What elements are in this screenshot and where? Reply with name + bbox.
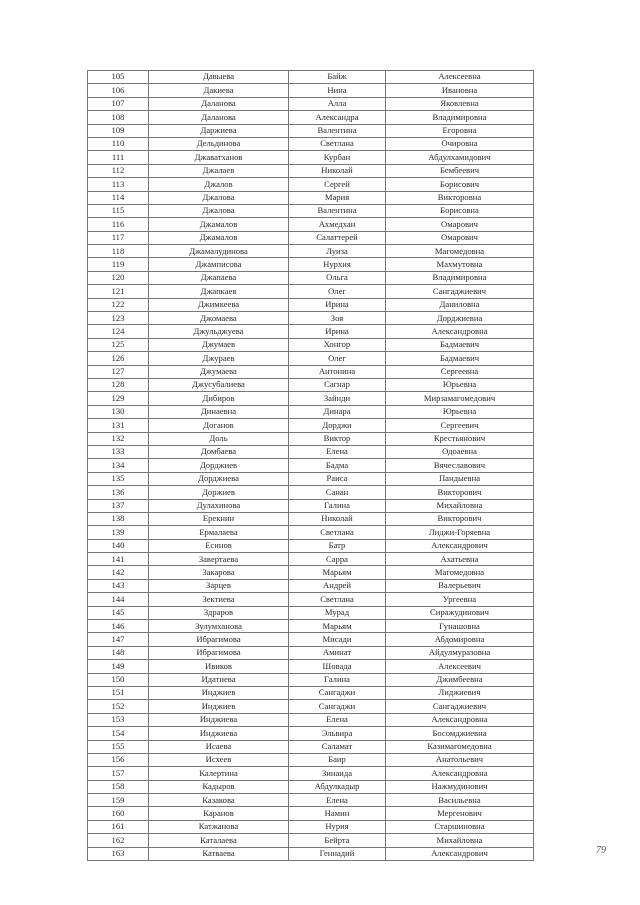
table-row [88, 566, 534, 579]
table-row [88, 459, 534, 472]
row-number-cell: 133 [88, 445, 149, 458]
patronymic-cell: Лиджиевич [386, 686, 534, 699]
patronymic-cell: Магомедовна [386, 566, 534, 579]
surname-cell: Джаватханов [149, 151, 289, 164]
patronymic-cell: Бембеевич [386, 164, 534, 177]
row-number-cell: 157 [88, 767, 149, 780]
first-name-cell: Мисади [289, 633, 386, 646]
first-name-cell: Сангаджи [289, 686, 386, 699]
table-row [88, 445, 534, 458]
surname-cell: Зектиева [149, 593, 289, 606]
table-row [88, 71, 534, 84]
patronymic-cell: Владимировна [386, 271, 534, 284]
patronymic-cell: Михайловна [386, 834, 534, 847]
first-name-cell: Ирина [289, 298, 386, 311]
first-name-cell: Антонина [289, 365, 386, 378]
surname-cell: Джапкаев [149, 285, 289, 298]
first-name-cell: Бейрта [289, 834, 386, 847]
first-name-cell: Курбан [289, 151, 386, 164]
patronymic-cell: Босомджиевна [386, 727, 534, 740]
table-row [88, 378, 534, 391]
row-number-cell: 148 [88, 646, 149, 659]
patronymic-cell: Махмутовна [386, 258, 534, 271]
table-row [88, 660, 534, 673]
surname-cell: Джумаев [149, 338, 289, 351]
table-row [88, 526, 534, 539]
first-name-cell: Галина [289, 673, 386, 686]
first-name-cell: Бадма [289, 459, 386, 472]
row-number-cell: 143 [88, 579, 149, 592]
table-row [88, 338, 534, 351]
table-row [88, 204, 534, 217]
first-name-cell: Луиза [289, 245, 386, 258]
table-row [88, 178, 534, 191]
table-row [88, 84, 534, 97]
surname-cell: Зулумханова [149, 620, 289, 633]
row-number-cell: 161 [88, 820, 149, 833]
surname-cell: Джимкеева [149, 298, 289, 311]
first-name-cell: Николай [289, 512, 386, 525]
row-number-cell: 156 [88, 753, 149, 766]
patronymic-cell: Владимировна [386, 111, 534, 124]
surname-cell: Даланова [149, 111, 289, 124]
table-row [88, 231, 534, 244]
row-number-cell: 115 [88, 204, 149, 217]
patronymic-cell: Викторович [386, 512, 534, 525]
first-name-cell: Светлана [289, 137, 386, 150]
row-number-cell: 132 [88, 432, 149, 445]
surname-cell: Дорджиев [149, 459, 289, 472]
surname-cell: Доржиев [149, 486, 289, 499]
surname-cell: Здраров [149, 606, 289, 619]
surname-cell: Джульджуева [149, 325, 289, 338]
first-name-cell: Зоя [289, 312, 386, 325]
table-row [88, 258, 534, 271]
surname-cell: Джапаева [149, 271, 289, 284]
table-row [88, 499, 534, 512]
first-name-cell: Олег [289, 285, 386, 298]
row-number-cell: 123 [88, 312, 149, 325]
row-number-cell: 116 [88, 218, 149, 231]
table-row [88, 686, 534, 699]
row-number-cell: 141 [88, 553, 149, 566]
row-number-cell: 113 [88, 178, 149, 191]
table-row [88, 553, 534, 566]
first-name-cell: Байж [289, 71, 386, 84]
table-row [88, 807, 534, 820]
patronymic-cell: Старшиновна [386, 820, 534, 833]
row-number-cell: 153 [88, 713, 149, 726]
surname-cell: Закарова [149, 566, 289, 579]
patronymic-cell: Борисовна [386, 204, 534, 217]
first-name-cell: Светлана [289, 593, 386, 606]
table-row [88, 191, 534, 204]
first-name-cell: Галина [289, 499, 386, 512]
first-name-cell: Баир [289, 753, 386, 766]
first-name-cell: Марьям [289, 620, 386, 633]
surname-cell: Даланова [149, 97, 289, 110]
surname-cell: Исаева [149, 740, 289, 753]
patronymic-cell: Сиражудинович [386, 606, 534, 619]
surname-cell: Джураев [149, 352, 289, 365]
surname-cell: Идатиева [149, 673, 289, 686]
first-name-cell: Аминат [289, 646, 386, 659]
row-number-cell: 127 [88, 365, 149, 378]
names-table [87, 70, 534, 861]
patronymic-cell: Магомедовна [386, 245, 534, 258]
table-row [88, 539, 534, 552]
first-name-cell: Сагнар [289, 378, 386, 391]
patronymic-cell: Ахатьевна [386, 553, 534, 566]
row-number-cell: 120 [88, 271, 149, 284]
patronymic-cell: Сангаджиевич [386, 285, 534, 298]
surname-cell: Динаевна [149, 405, 289, 418]
row-number-cell: 111 [88, 151, 149, 164]
patronymic-cell: Юрьевна [386, 378, 534, 391]
patronymic-cell: Гунашовна [386, 620, 534, 633]
first-name-cell: Динара [289, 405, 386, 418]
patronymic-cell: Абдомировна [386, 633, 534, 646]
first-name-cell: Марьям [289, 566, 386, 579]
row-number-cell: 119 [88, 258, 149, 271]
row-number-cell: 114 [88, 191, 149, 204]
table-row [88, 780, 534, 793]
patronymic-cell: Алексеевич [386, 660, 534, 673]
patronymic-cell: Бадмаевич [386, 352, 534, 365]
first-name-cell: Валентина [289, 124, 386, 137]
table-row [88, 419, 534, 432]
table-row [88, 151, 534, 164]
row-number-cell: 112 [88, 164, 149, 177]
patronymic-cell: Александрович [386, 847, 534, 860]
patronymic-cell: Сергеевна [386, 365, 534, 378]
row-number-cell: 106 [88, 84, 149, 97]
surname-cell: Давыева [149, 71, 289, 84]
table-row [88, 312, 534, 325]
surname-cell: Каталаева [149, 834, 289, 847]
surname-cell: Доль [149, 432, 289, 445]
table-row [88, 820, 534, 833]
first-name-cell: Нина [289, 84, 386, 97]
first-name-cell: Эльвира [289, 727, 386, 740]
table-row [88, 700, 534, 713]
surname-cell: Есинов [149, 539, 289, 552]
row-number-cell: 126 [88, 352, 149, 365]
row-number-cell: 144 [88, 593, 149, 606]
surname-cell: Ибрагимова [149, 633, 289, 646]
first-name-cell: Батр [289, 539, 386, 552]
patronymic-cell: Михайловна [386, 499, 534, 512]
surname-cell: Ивиков [149, 660, 289, 673]
row-number-cell: 136 [88, 486, 149, 499]
first-name-cell: Хонгор [289, 338, 386, 351]
surname-cell: Джалова [149, 191, 289, 204]
patronymic-cell: Александровна [386, 325, 534, 338]
surname-cell: Джалова [149, 204, 289, 217]
patronymic-cell: Юрьевна [386, 405, 534, 418]
surname-cell: Зарцев [149, 579, 289, 592]
patronymic-cell: Анатольевич [386, 753, 534, 766]
patronymic-cell: Нажмудинович [386, 780, 534, 793]
row-number-cell: 149 [88, 660, 149, 673]
table-row [88, 713, 534, 726]
surname-cell: Инджиева [149, 727, 289, 740]
first-name-cell: Зинаида [289, 767, 386, 780]
row-number-cell: 110 [88, 137, 149, 150]
first-name-cell: Абдулкадыр [289, 780, 386, 793]
patronymic-cell: Яковлевна [386, 97, 534, 110]
first-name-cell: Светлана [289, 526, 386, 539]
table-row [88, 111, 534, 124]
surname-cell: Калертина [149, 767, 289, 780]
table-row [88, 164, 534, 177]
table-row [88, 620, 534, 633]
surname-cell: Джамалов [149, 218, 289, 231]
surname-cell: Кадыров [149, 780, 289, 793]
first-name-cell: Шовада [289, 660, 386, 673]
table-row [88, 740, 534, 753]
patronymic-cell: Викторович [386, 486, 534, 499]
first-name-cell: Николай [289, 164, 386, 177]
row-number-cell: 146 [88, 620, 149, 633]
row-number-cell: 150 [88, 673, 149, 686]
patronymic-cell: Мирзамагомедович [386, 392, 534, 405]
row-number-cell: 124 [88, 325, 149, 338]
surname-cell: Ибрагимова [149, 646, 289, 659]
row-number-cell: 138 [88, 512, 149, 525]
row-number-cell: 159 [88, 794, 149, 807]
first-name-cell: Зайнди [289, 392, 386, 405]
row-number-cell: 151 [88, 686, 149, 699]
first-name-cell: Елена [289, 713, 386, 726]
first-name-cell: Намин [289, 807, 386, 820]
surname-cell: Ерекнин [149, 512, 289, 525]
patronymic-cell: Викторовна [386, 191, 534, 204]
patronymic-cell: Валерьевич [386, 579, 534, 592]
table-row [88, 673, 534, 686]
first-name-cell: Андрей [289, 579, 386, 592]
table-row [88, 352, 534, 365]
patronymic-cell: Омарович [386, 218, 534, 231]
first-name-cell: Александра [289, 111, 386, 124]
table-row [88, 97, 534, 110]
table-row [88, 405, 534, 418]
patronymic-cell: Казимагомедовна [386, 740, 534, 753]
patronymic-cell: Васильевна [386, 794, 534, 807]
patronymic-cell: Алексеевна [386, 71, 534, 84]
table-row [88, 593, 534, 606]
patronymic-cell: Одоаевна [386, 445, 534, 458]
row-number-cell: 107 [88, 97, 149, 110]
table-row [88, 218, 534, 231]
row-number-cell: 160 [88, 807, 149, 820]
surname-cell: Казакова [149, 794, 289, 807]
table-row [88, 486, 534, 499]
table-row [88, 646, 534, 659]
table-row [88, 606, 534, 619]
surname-cell: Джалаев [149, 164, 289, 177]
patronymic-cell: Егоровна [386, 124, 534, 137]
table-row [88, 137, 534, 150]
first-name-cell: Олег [289, 352, 386, 365]
row-number-cell: 130 [88, 405, 149, 418]
table-row [88, 271, 534, 284]
surname-cell: Джалов [149, 178, 289, 191]
row-number-cell: 155 [88, 740, 149, 753]
patronymic-cell: Ургеевна [386, 593, 534, 606]
patronymic-cell: Омарович [386, 231, 534, 244]
patronymic-cell: Сангаджиевич [386, 700, 534, 713]
surname-cell: Инджиева [149, 713, 289, 726]
row-number-cell: 137 [88, 499, 149, 512]
table-row [88, 285, 534, 298]
first-name-cell: Дорджи [289, 419, 386, 432]
first-name-cell: Салаттерей [289, 231, 386, 244]
row-number-cell: 145 [88, 606, 149, 619]
table-row [88, 834, 534, 847]
surname-cell: Джумаева [149, 365, 289, 378]
first-name-cell: Сангаджи [289, 700, 386, 713]
first-name-cell: Ольга [289, 271, 386, 284]
patronymic-cell: Очировна [386, 137, 534, 150]
surname-cell: Дельдинова [149, 137, 289, 150]
table-row [88, 579, 534, 592]
row-number-cell: 129 [88, 392, 149, 405]
row-number-cell: 134 [88, 459, 149, 472]
row-number-cell: 147 [88, 633, 149, 646]
surname-cell: Завертаева [149, 553, 289, 566]
table-row [88, 298, 534, 311]
first-name-cell: Алла [289, 97, 386, 110]
table-row [88, 753, 534, 766]
row-number-cell: 162 [88, 834, 149, 847]
row-number-cell: 139 [88, 526, 149, 539]
first-name-cell: Нурхия [289, 258, 386, 271]
table-row [88, 325, 534, 338]
table-row [88, 727, 534, 740]
table-row [88, 794, 534, 807]
first-name-cell: Сарра [289, 553, 386, 566]
page-number: 79 [596, 845, 606, 856]
surname-cell: Дибиров [149, 392, 289, 405]
surname-cell: Джамалудинова [149, 245, 289, 258]
first-name-cell: Нурия [289, 820, 386, 833]
patronymic-cell: Джимбеевна [386, 673, 534, 686]
first-name-cell: Саламат [289, 740, 386, 753]
row-number-cell: 135 [88, 472, 149, 485]
surname-cell: Катжанова [149, 820, 289, 833]
patronymic-cell: Александрович [386, 539, 534, 552]
first-name-cell: Елена [289, 794, 386, 807]
surname-cell: Исхеев [149, 753, 289, 766]
row-number-cell: 121 [88, 285, 149, 298]
first-name-cell: Мария [289, 191, 386, 204]
row-number-cell: 131 [88, 419, 149, 432]
patronymic-cell: Сергеевич [386, 419, 534, 432]
row-number-cell: 128 [88, 378, 149, 391]
surname-cell: Даржиева [149, 124, 289, 137]
patronymic-cell: Борисович [386, 178, 534, 191]
table-row [88, 124, 534, 137]
table-row [88, 392, 534, 405]
patronymic-cell: Александровна [386, 713, 534, 726]
row-number-cell: 154 [88, 727, 149, 740]
surname-cell: Дулахинова [149, 499, 289, 512]
row-number-cell: 118 [88, 245, 149, 258]
row-number-cell: 125 [88, 338, 149, 351]
row-number-cell: 109 [88, 124, 149, 137]
table-row [88, 245, 534, 258]
patronymic-cell: Айдулмуразовна [386, 646, 534, 659]
first-name-cell: Санан [289, 486, 386, 499]
surname-cell: Катваева [149, 847, 289, 860]
patronymic-cell: Пандыевна [386, 472, 534, 485]
first-name-cell: Сергей [289, 178, 386, 191]
surname-cell: Каранов [149, 807, 289, 820]
surname-cell: Инджиев [149, 686, 289, 699]
surname-cell: Ермалаева [149, 526, 289, 539]
row-number-cell: 105 [88, 71, 149, 84]
surname-cell: Дорджиева [149, 472, 289, 485]
patronymic-cell: Даниловна [386, 298, 534, 311]
first-name-cell: Валентина [289, 204, 386, 217]
row-number-cell: 108 [88, 111, 149, 124]
patronymic-cell: Мергенович [386, 807, 534, 820]
first-name-cell: Ирина [289, 325, 386, 338]
surname-cell: Джамписова [149, 258, 289, 271]
row-number-cell: 117 [88, 231, 149, 244]
table-row [88, 512, 534, 525]
patronymic-cell: Бадмаевич [386, 338, 534, 351]
surname-cell: Джомаева [149, 312, 289, 325]
first-name-cell: Виктор [289, 432, 386, 445]
patronymic-cell: Александровна [386, 767, 534, 780]
patronymic-cell: Вячеславович [386, 459, 534, 472]
table-row [88, 472, 534, 485]
row-number-cell: 142 [88, 566, 149, 579]
first-name-cell: Мурад [289, 606, 386, 619]
table-row [88, 365, 534, 378]
patronymic-cell: Крестьянович [386, 432, 534, 445]
patronymic-cell: Абдулхамидович [386, 151, 534, 164]
patronymic-cell: Ивановна [386, 84, 534, 97]
row-number-cell: 140 [88, 539, 149, 552]
row-number-cell: 122 [88, 298, 149, 311]
patronymic-cell: Лиджи-Горяевна [386, 526, 534, 539]
surname-cell: Джамалов [149, 231, 289, 244]
surname-cell: Доганов [149, 419, 289, 432]
row-number-cell: 158 [88, 780, 149, 793]
table-row [88, 847, 534, 860]
surname-cell: Инджиев [149, 700, 289, 713]
surname-cell: Домбаева [149, 445, 289, 458]
surname-cell: Джусубалиева [149, 378, 289, 391]
row-number-cell: 152 [88, 700, 149, 713]
table-row [88, 767, 534, 780]
patronymic-cell: Дорджиевна [386, 312, 534, 325]
first-name-cell: Ахмедхан [289, 218, 386, 231]
surname-cell: Дакиева [149, 84, 289, 97]
row-number-cell: 163 [88, 847, 149, 860]
first-name-cell: Елена [289, 445, 386, 458]
first-name-cell: Раиса [289, 472, 386, 485]
first-name-cell: Геннадий [289, 847, 386, 860]
table-row [88, 432, 534, 445]
table-row [88, 633, 534, 646]
